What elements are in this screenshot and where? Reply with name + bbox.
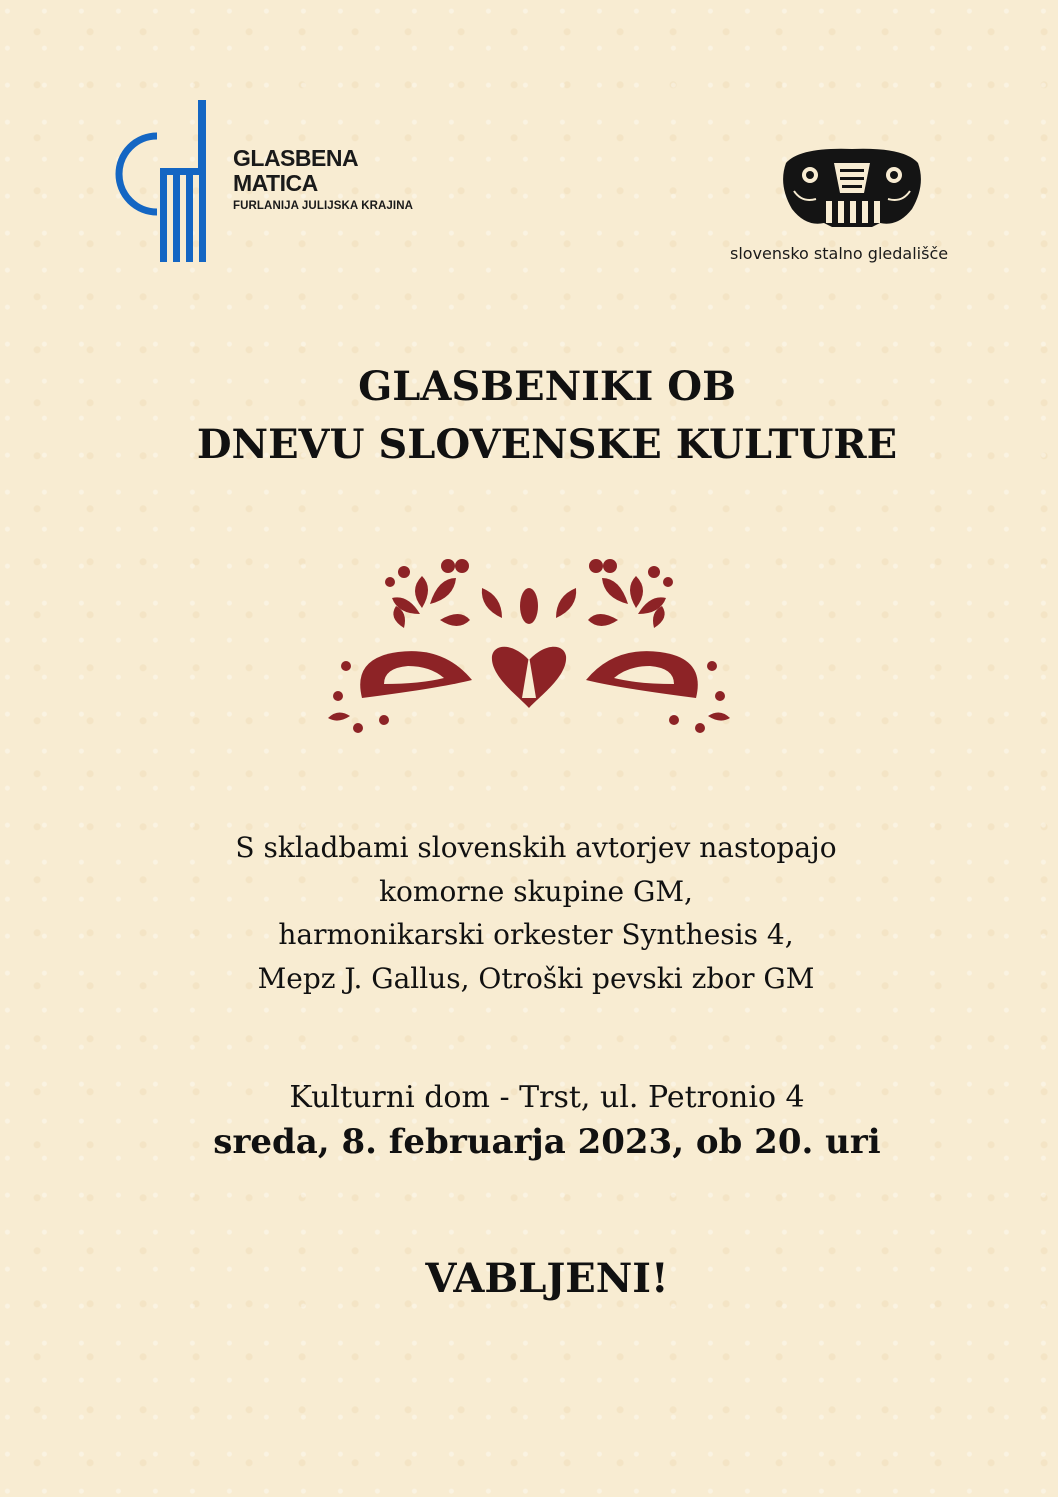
logo-line-region: FURLANIJA JULIJSKA KRAJINA	[233, 200, 414, 212]
event-venue: Kulturni dom - Trst, ul. Petronio 4	[289, 1080, 805, 1115]
folk-ornament-icon	[322, 548, 736, 744]
invitation-text: VABLJENI!	[425, 1255, 669, 1302]
logo-line-matica: MATICA	[233, 170, 318, 196]
ssg-caption: slovensko stalno gledališče	[730, 244, 949, 263]
page-title-line-1: GLASBENIKI OB	[358, 363, 736, 410]
event-datetime: sreda, 8. februarja 2023, ob 20. uri	[213, 1122, 881, 1162]
page-title-line-2: DNEVU SLOVENSKE KULTURE	[196, 421, 898, 468]
logo-line-glasbena: GLASBENA	[233, 145, 359, 171]
glasbena-matica-wordmark	[233, 146, 413, 213]
glasbena-matica-logo-icon	[112, 98, 212, 264]
description-line: komorne skupine GM,	[379, 874, 693, 908]
description-line: S skladbami slovenskih avtorjev nastopajo	[235, 831, 837, 864]
slovensko-stalno-gledalisce-logo-icon	[780, 145, 924, 229]
description-line: harmonikarski orkester Synthesis 4,	[278, 918, 794, 951]
description-line: Mepz J. Gallus, Otroški pevski zbor GM	[257, 961, 815, 995]
description-block	[0, 826, 1058, 1000]
